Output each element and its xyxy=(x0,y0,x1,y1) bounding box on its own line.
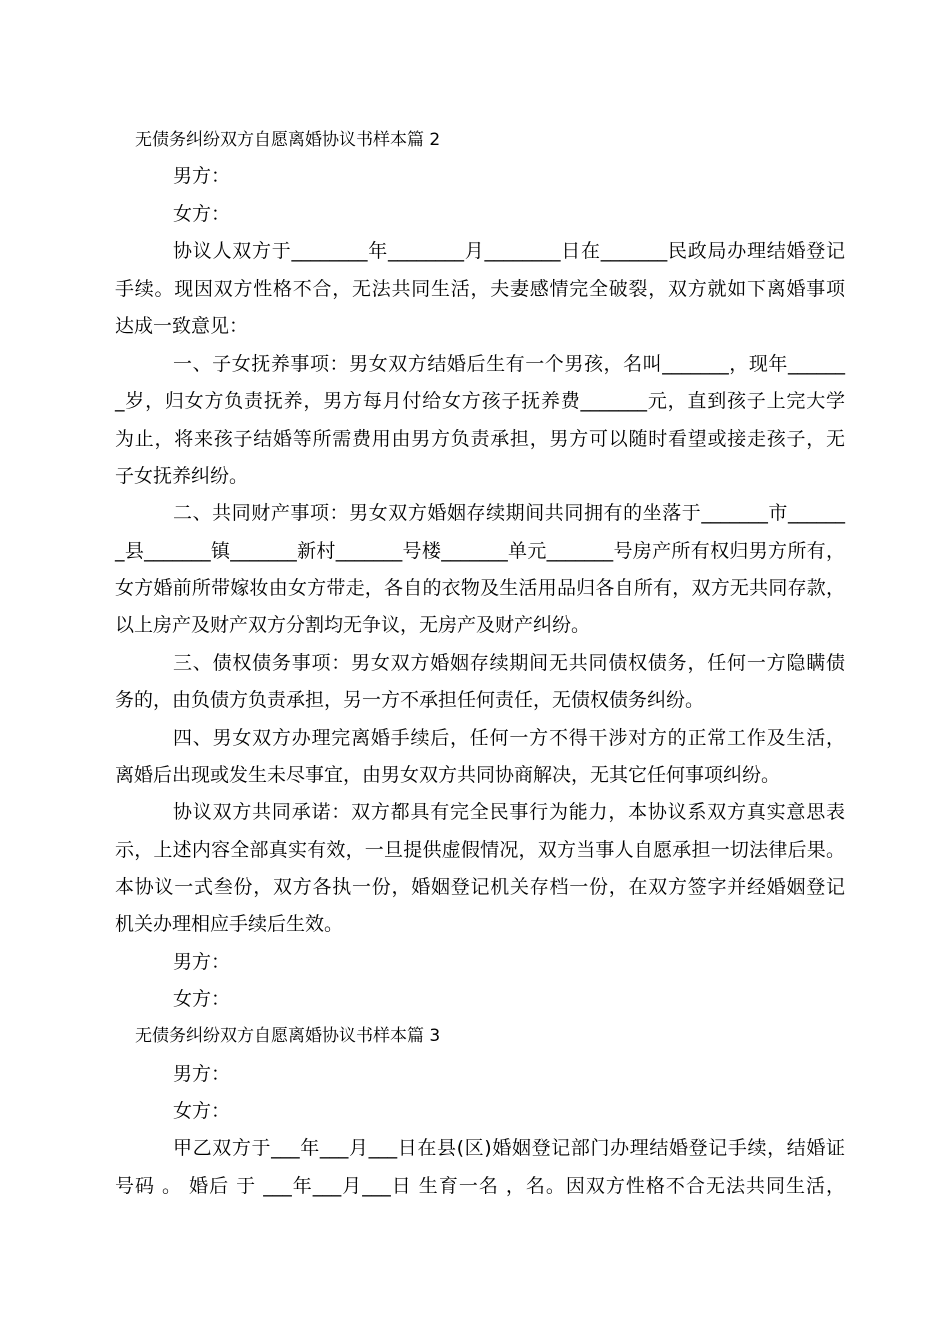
wife-label: 女方： xyxy=(173,203,231,225)
paragraph-line: 达成一致意见： xyxy=(115,315,249,337)
paragraph-line: 离婚后出现或发生未尽事宜，由男女双方共同协商解决，无其它任何事项纠纷。 xyxy=(115,764,781,786)
section-title: 无债务纠纷双方自愿离婚协议书样本篇 2 xyxy=(135,130,441,150)
paragraph-line: 示，上述内容全部真实有效，一旦提供虚假情况，双方当事人自愿承担一切法律后果。 xyxy=(115,839,845,861)
paragraph-line: 三、债权债务事项：男女双方婚姻存续期间无共同债权债务，任何一方隐瞒债 xyxy=(173,652,845,674)
paragraph-line: 机关办理相应手续后生效。 xyxy=(115,913,344,935)
paragraph-line: 子女抚养纠纷。 xyxy=(115,465,249,487)
paragraph-line: 协议人双方于________年________月________日在_______民政局办理结婚登记 xyxy=(173,240,845,262)
paragraph-line: 本协议一式叁份，双方各执一份，婚姻登记机关存档一份，在双方签字并经婚姻登记 xyxy=(115,876,845,898)
paragraph-line: _县_______镇_______新村_______号楼_______单元_______号房产所有权归男方所有， xyxy=(115,540,845,562)
paragraph-line: 号码 。 婚后 于 ___年___月___日 生育一名 ，名。因双方性格不合无法共同生活， xyxy=(115,1175,845,1197)
paragraph-line: 以上房产及财产双方分割均无争议，无房产及财产纠纷。 xyxy=(115,614,591,636)
husband-label: 男方： xyxy=(173,165,231,187)
paragraph-line: 一、子女抚养事项：男女双方结婚后生有一个男孩，名叫_______，现年______ xyxy=(173,353,845,375)
paragraph-line: 协议双方共同承诺：双方都具有完全民事行为能力，本协议系双方真实意思表 xyxy=(173,801,845,823)
paragraph-line: 为止，将来孩子结婚等所需费用由男方负责承担，男方可以随时看望或接走孩子，无 xyxy=(115,428,845,450)
wife-label: 女方： xyxy=(173,988,231,1010)
paragraph-line: 四、男女双方办理完离婚手续后，任何一方不得干涉对方的正常工作及生活， xyxy=(173,727,845,749)
section-title: 无债务纠纷双方自愿离婚协议书样本篇 3 xyxy=(135,1026,441,1046)
paragraph-line: 二、共同财产事项：男女双方婚姻存续期间共同拥有的坐落于_______市______ xyxy=(173,502,845,524)
paragraph-line: 手续。现因双方性格不合，无法共同生活，夫妻感情完全破裂，双方就如下离婚事项 xyxy=(115,278,845,300)
paragraph-line: _岁，归女方负责抚养，男方每月付给女方孩子抚养费_______元，直到孩子上完大学 xyxy=(115,390,845,412)
paragraph-line: 女方婚前所带嫁妆由女方带走，各自的衣物及生活用品归各自所有，双方无共同存款， xyxy=(115,577,845,599)
paragraph-line: 务的，由负债方负责承担，另一方不承担任何责任，无债权债务纠纷。 xyxy=(115,689,705,711)
husband-label: 男方： xyxy=(173,951,231,973)
husband-label: 男方： xyxy=(173,1063,231,1085)
paragraph-line: 甲乙双方于___年___月___日在县(区)婚姻登记部门办理结婚登记手续，结婚证 xyxy=(173,1137,845,1159)
wife-label: 女方： xyxy=(173,1100,231,1122)
